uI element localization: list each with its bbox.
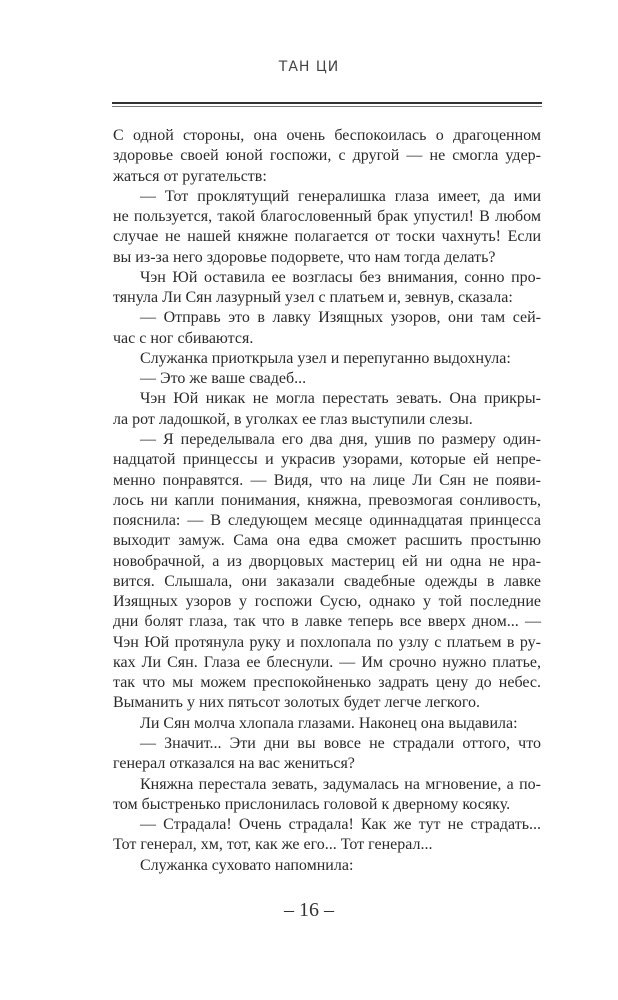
text-line: Чэн Юй протянула руку и похлопала по узлу с платьем в ру-	[113, 633, 541, 651]
header-rule	[112, 102, 542, 104]
text-line: ла рот ладошкой, в уголках ее глаз выступили слезы.	[113, 410, 473, 428]
text-line: жаться от ругательств:	[113, 167, 267, 185]
header-rule-secondary	[112, 106, 542, 107]
text-line: случае не нашей княжне полагается от тоски чахнуть! Если	[113, 228, 541, 246]
text-line: том быстренько прислонилась головой к дверному косяку.	[113, 795, 511, 813]
text-line: вится. Слышала, они заказали свадебные одежды в лавке	[113, 572, 541, 590]
text-line: час с ног сбиваются.	[113, 329, 254, 347]
text-line: тянула Ли Сян лазурный узел с платьем и, зевнув, сказала:	[113, 289, 513, 307]
text-line: Чэн Юй оставила ее возгласы без внимания, сонно про-	[140, 268, 541, 286]
text-line: — Отправь это в лавку Изящных узоров, они там сей-	[140, 309, 541, 327]
text-line: выходит замуж. Сама она едва сможет расшить простыню	[113, 532, 541, 550]
text-line: новобрачной, а из дворцовых мастериц ей ни одна не нра-	[113, 552, 541, 570]
text-line: — Страдала! Очень страдала! Как же тут не страдать...	[140, 816, 541, 834]
text-line: здоровье своей юной госпожи, с другой — не смогла удер-	[113, 147, 541, 165]
text-line: — Тот проклятущий генералишка глаза имеет, да ими	[140, 187, 541, 205]
text-line: Выманить у них пятьсот золотых будет легче легкого.	[113, 694, 481, 712]
page-number: – 16 –	[284, 899, 334, 921]
header-rules	[112, 102, 542, 107]
text-line: вы из-за него здоровье подорвете, что нам тогда делать?	[113, 248, 496, 266]
text-line: ках Ли Сян. Глаза ее блеснули. — Им срочно нужно платье,	[113, 653, 541, 671]
text-line: надцатой принцессы и украсив узорами, которые ей непре-	[113, 451, 541, 469]
text-line: пояснила: — В следующем месяце одиннадцатая принцесса	[113, 512, 541, 530]
text-line: Тот генерал, хм, тот, как же его... Тот генерал...	[113, 836, 433, 854]
text-line: генерал отказался на вас жениться?	[113, 755, 355, 773]
running-head: ТАН ЦИ	[278, 59, 340, 75]
text-line: Княжна перестала зевать, задумалась на мгновение, а по-	[140, 775, 541, 793]
text-line: дни болят глаза, так что в лавке теперь все вверх дном... —	[113, 613, 541, 631]
text-line: — Я переделывала его два дня, ушив по размеру один-	[140, 430, 541, 448]
text-line: Служанка суховато напомнила:	[140, 856, 354, 874]
text-line: — Значит... Эти дни вы вовсе не страдали оттого, что	[140, 734, 541, 752]
text-line: Изящных узоров у госпожи Сусю, однако у той последние	[113, 593, 541, 611]
text-line: лось ни капли понимания, княжна, превозмогая сонливость,	[113, 491, 541, 509]
body-text	[113, 126, 541, 876]
text-line: Ли Сян молча хлопала глазами. Наконец она выдавила:	[140, 714, 518, 732]
text-line: С одной стороны, она очень беспокоилась о драгоценном	[113, 127, 541, 144]
text-line: Служанка приоткрыла узел и перепуганно выдохнула:	[140, 349, 511, 367]
text-line: Чэн Юй никак не могла перестать зевать. Она прикры-	[140, 390, 541, 408]
text-line: менно понравятся. — Видя, что на лице Ли Сян не появи-	[113, 471, 541, 489]
text-line: так что мы можем преспокойненько задрать цену до небес.	[113, 674, 541, 692]
text-line: — Это же ваше свадеб...	[140, 370, 307, 388]
text-line: не пользуется, такой благословенный брак упустил! В любом	[113, 208, 541, 226]
